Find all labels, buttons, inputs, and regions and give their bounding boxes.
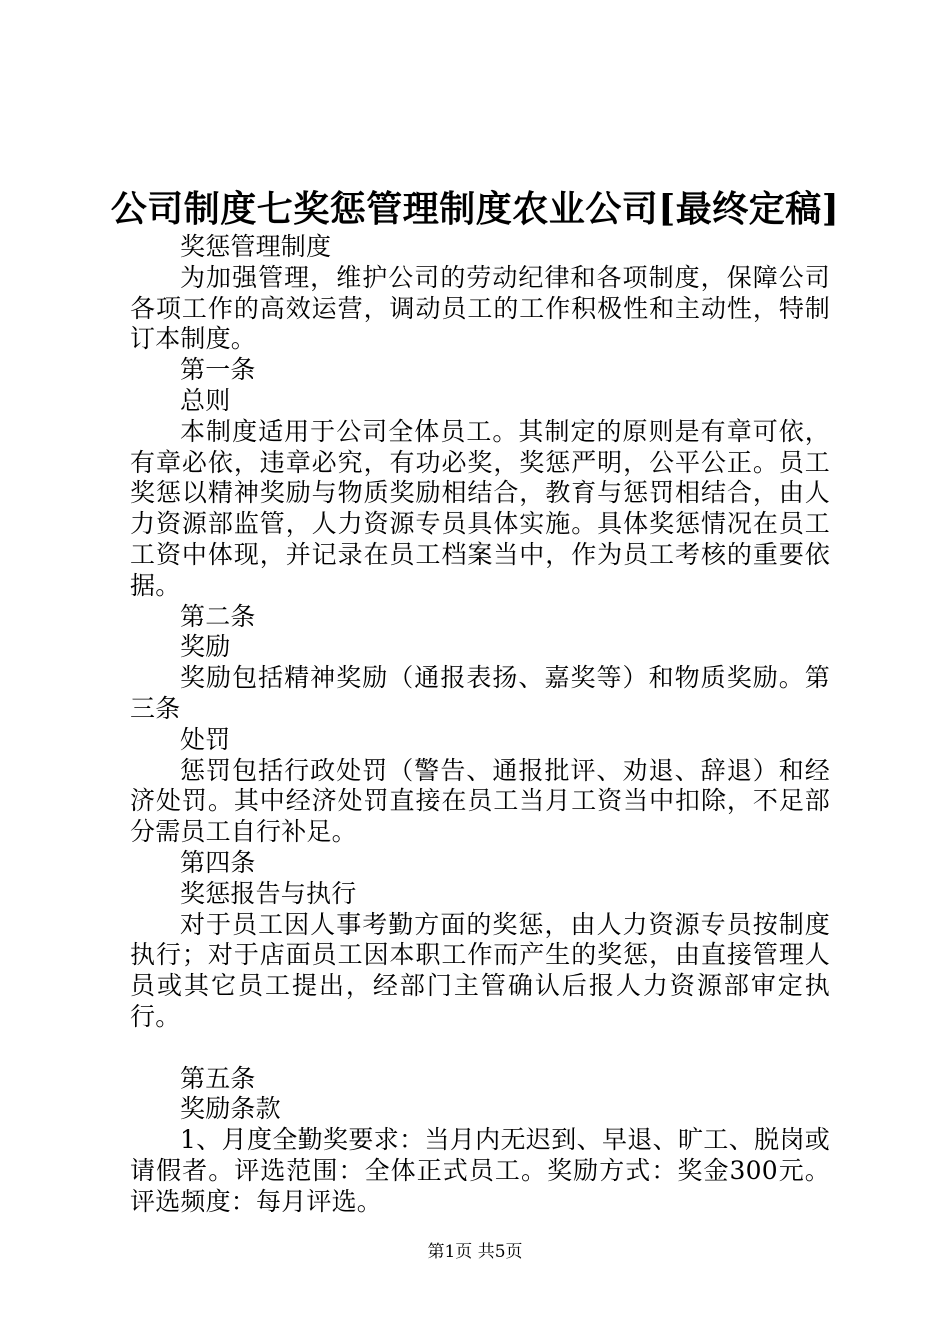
document-body <box>130 232 830 1218</box>
article-5-title: 奖励条款 <box>180 1094 281 1124</box>
paragraph-purpose: 为加强管理，维护公司的劳动纪律和各项制度，保障公司各项工作的高效运营，调动员工的工作积极性和主动性，特制订本制度。 <box>130 262 830 354</box>
article-5-item-1: 1、月度全勤奖要求：当月内无迟到、早退、旷工、脱岗或请假者。评选范围：全体正式员工。奖励方式：奖金300元。评选频度：每月评选。 <box>130 1125 830 1216</box>
article-1-text: 本制度适用于公司全体员工。其制定的原则是有章可依，有章必依，违章必究，有功必奖，奖惩严明，公平公正。员工奖惩以精神奖励与物质奖励相结合，教育与惩罚相结合，由人力资源部监管，人力资源专员具体实施。具体奖惩情况在员工工资中体现，并记录在员工档案当中，作为员工考核的重要依据。 <box>130 416 830 600</box>
article-1-title: 总则 <box>180 385 231 415</box>
page-footer: 第1页 共5页 <box>427 1242 523 1262</box>
article-2-number: 第二条 <box>180 601 256 631</box>
article-3-title: 处罚 <box>180 724 231 754</box>
article-4-number: 第四条 <box>180 847 256 877</box>
article-4-text: 对于员工因人事考勤方面的奖惩，由人力资源专员按制度执行；对于店面员工因本职工作而产生的奖惩，由直接管理人员或其它员工提出，经部门主管确认后报人力资源部审定执行。 <box>130 909 830 1031</box>
article-5-number: 第五条 <box>180 1063 256 1093</box>
article-1-number: 第一条 <box>180 355 256 385</box>
article-2-title: 奖励 <box>180 632 231 662</box>
article-3-text: 惩罚包括行政处罚（警告、通报批评、劝退、辞退）和经济处罚。其中经济处罚直接在员工当月工资当中扣除，不足部分需员工自行补足。 <box>130 755 830 847</box>
paragraph-heading: 奖惩管理制度 <box>180 232 332 261</box>
document-title: 公司制度七奖惩管理制度农业公司[最终定稿] <box>110 188 840 230</box>
article-4-title: 奖惩报告与执行 <box>180 878 357 908</box>
article-2-text: 奖励包括精神奖励（通报表扬、嘉奖等）和物质奖励。第三条 <box>130 663 830 723</box>
